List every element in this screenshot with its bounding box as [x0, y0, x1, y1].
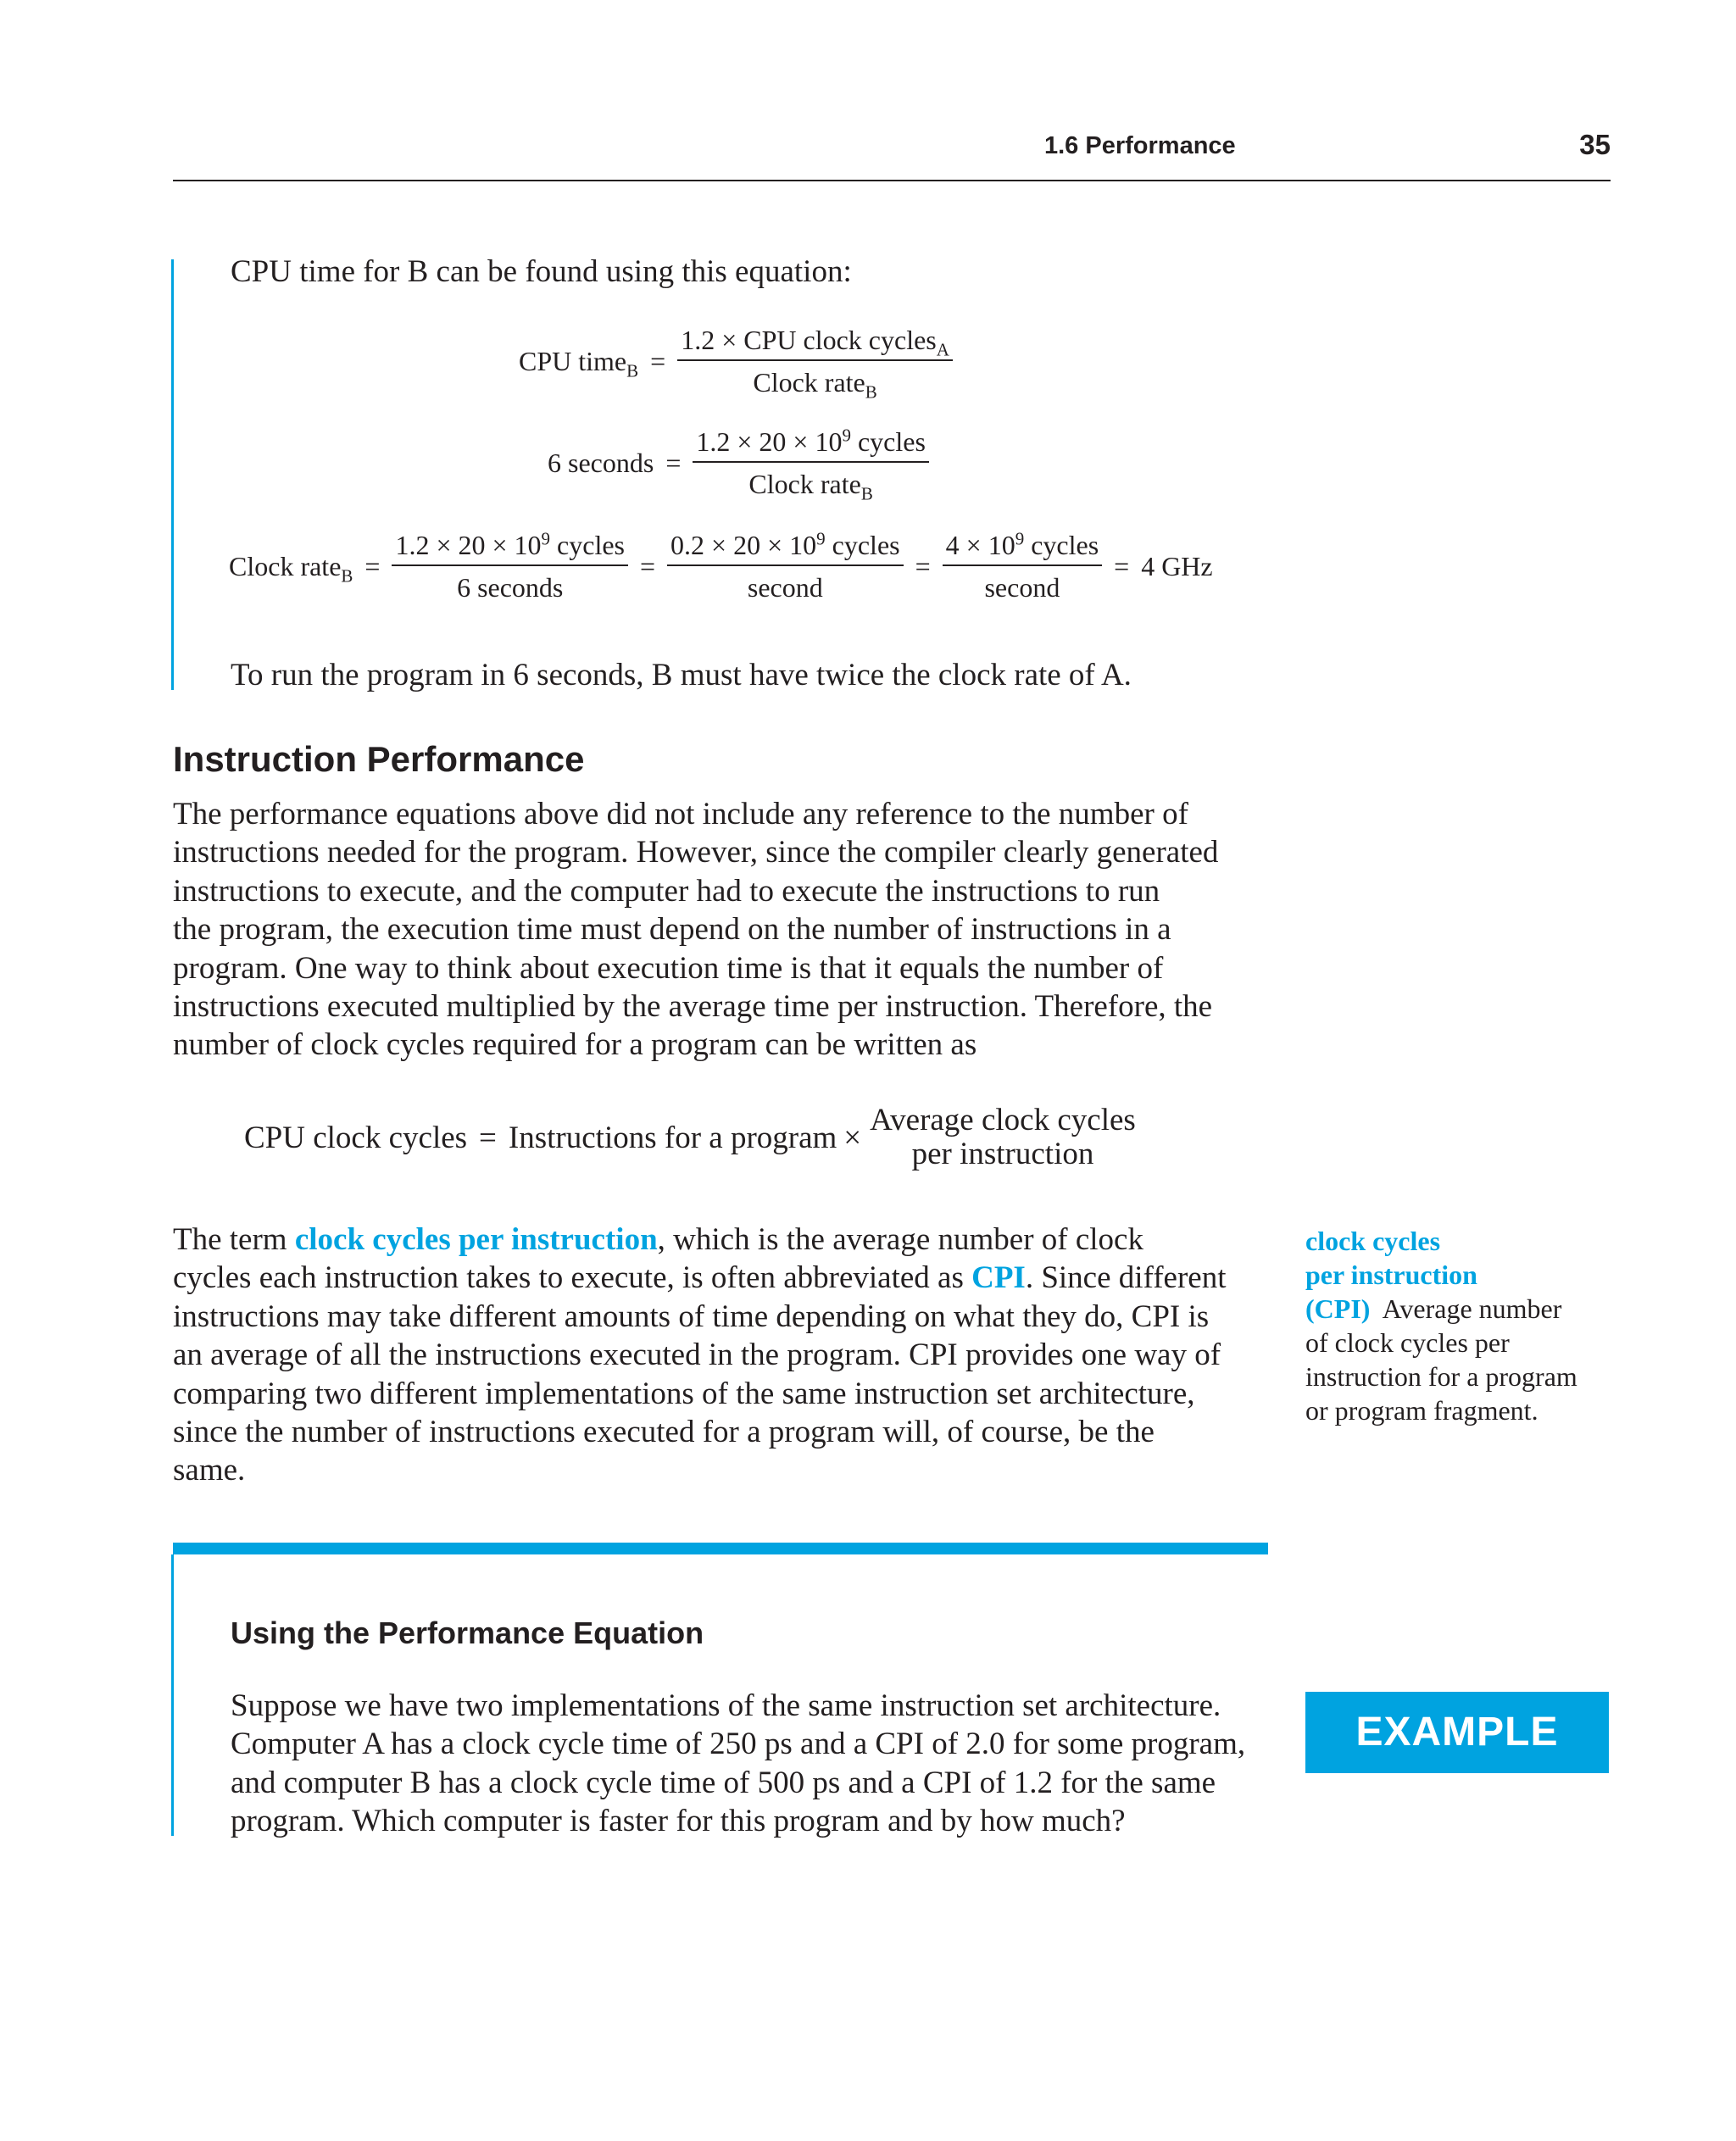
- paragraph-line: The term clock cycles per instruction, which is the average number of clock: [173, 1222, 1143, 1257]
- eq2-lhs: 6 seconds: [548, 447, 654, 478]
- key-term-cpi: CPI: [971, 1260, 1026, 1296]
- eq1-lhs: CPU time$_B$: [519, 345, 639, 381]
- eq3-f1-numerator: $1.2 \times 20 \times 10^9$ cycles: [392, 529, 628, 566]
- equals-sign: =: [650, 345, 666, 376]
- paragraph-line: Computer A has a clock cycle time of 250 ps and a CPI of 2.0 for some program,: [231, 1727, 1246, 1762]
- equals-sign: =: [479, 1120, 497, 1155]
- paragraph-line: same.: [173, 1453, 246, 1488]
- sidebar-term-line: clock cycles: [1305, 1226, 1441, 1256]
- eq1-denominator: Clock rate$_B$: [753, 367, 877, 403]
- eq1-numerator: 1.2 × CPU clock cycles$_A$: [677, 324, 953, 361]
- paragraph-line: the program, the execution time must depend on the number of instructions in a: [173, 912, 1171, 948]
- paragraph-line: program. Which computer is faster for this program and by how much?: [231, 1804, 1126, 1839]
- section-heading: Instruction Performance: [173, 739, 585, 779]
- eq3-fraction-1: [392, 529, 628, 603]
- paragraph-line: instructions executed multiplied by the average time per instruction. Therefore, the: [173, 989, 1213, 1025]
- paragraph-line: cycles each instruction takes to execute, is often abbreviated as CPI. Since different: [173, 1260, 1227, 1296]
- eq3-fraction-2: [667, 529, 904, 603]
- paragraph-line: The performance equations above did not include any reference to the number of: [173, 797, 1188, 831]
- cpi-paragraph: [173, 1221, 1268, 1490]
- paragraph-line: program. One way to think about execution time is that it equals the number of: [173, 950, 1164, 986]
- equals-sign: =: [915, 550, 931, 581]
- paragraph-line: instructions to execute, and the computer had to execute the instructions to run: [173, 873, 1160, 909]
- sidebar-glossary-term: [1305, 1224, 1619, 1427]
- times-sign: ×: [843, 1120, 862, 1155]
- paragraph-line: comparing two different implementations of the same instruction set architecture,: [173, 1376, 1195, 1411]
- example-accent-bar: [171, 1554, 174, 1836]
- paragraph-line: instructions may take different amounts of time depending on what they do, CPI is: [173, 1299, 1210, 1334]
- paragraph-line: instructions needed for the program. However, since the compiler clearly generated: [173, 835, 1219, 870]
- example-top-band: [173, 1543, 1268, 1554]
- sidebar-definition-line: or program fragment.: [1305, 1395, 1538, 1426]
- equation-clock-rate-b: [229, 529, 1213, 603]
- equation-six-seconds: [548, 425, 929, 504]
- conclusion-line: To run the program in 6 seconds, B must have twice the clock rate of A.: [231, 658, 1132, 692]
- cpu-eq-term2-line1: Average clock cycles: [870, 1103, 1136, 1137]
- sidebar-definition-start: (CPI) Average number: [1305, 1293, 1562, 1324]
- cpu-eq-term1: Instructions for a program: [508, 1120, 837, 1155]
- instruction-performance-paragraph: [173, 795, 1268, 1065]
- eq3-f1-denominator: 6 seconds: [457, 572, 564, 603]
- eq3-f3-numerator: $4 \times 10^9$ cycles: [943, 529, 1103, 566]
- eq2-numerator: $1.2 \times 20 \times 10^9$ cycles: [693, 425, 929, 463]
- eq3-result: 4 GHz: [1141, 550, 1213, 581]
- eq3-f3-denominator: second: [984, 572, 1060, 603]
- eq2-denominator: Clock rate$_B$: [748, 469, 873, 504]
- cpu-eq-lhs: CPU clock cycles: [244, 1120, 468, 1155]
- eq3-f2-denominator: second: [747, 572, 823, 603]
- intro-line: CPU time for B can be found using this equation:: [231, 254, 852, 289]
- paragraph-line: an average of all the instructions executed in the program. CPI provides one way of: [173, 1337, 1221, 1373]
- equals-sign: =: [640, 550, 656, 581]
- eq2-fraction: [693, 425, 929, 504]
- header-rule: [173, 180, 1611, 181]
- example-label: EXAMPLE: [1305, 1692, 1609, 1773]
- equation-cpu-time-b: [519, 324, 953, 403]
- example-title: Using the Performance Equation: [231, 1615, 704, 1650]
- key-term-cpi-full: clock cycles per instruction: [294, 1222, 658, 1257]
- paragraph-line: and computer B has a clock cycle time of 500 ps and a CPI of 1.2 for the same: [231, 1765, 1216, 1800]
- example-question: [231, 1687, 1268, 1841]
- cpu-clock-cycles-equation: [244, 1104, 1136, 1171]
- cpu-eq-term2-line2: per instruction: [911, 1137, 1094, 1171]
- page-number: 35: [1579, 129, 1611, 160]
- paragraph-line: Suppose we have two implementations of the same instruction set architecture.: [231, 1688, 1221, 1723]
- sidebar-definition-line: instruction for a program: [1305, 1361, 1577, 1392]
- eq3-f2-numerator: $0.2 \times 20 \times 10^9$ cycles: [667, 529, 904, 566]
- cpu-eq-term2: [870, 1104, 1136, 1171]
- running-header-section: 1.6 Performance: [1044, 132, 1236, 159]
- sidebar-definition-line: of clock cycles per: [1305, 1327, 1510, 1358]
- equals-sign: =: [1114, 550, 1130, 581]
- worked-answer-accent-bar: [171, 259, 174, 690]
- equals-sign: =: [665, 447, 682, 478]
- eq1-fraction: [677, 324, 953, 403]
- paragraph-line: since the number of instructions executed for a program will, of course, be the: [173, 1415, 1155, 1450]
- equals-sign: =: [364, 550, 381, 581]
- eq3-fraction-3: [943, 529, 1103, 603]
- paragraph-line: number of clock cycles required for a program can be written as: [173, 1027, 977, 1063]
- eq3-lhs: Clock rate$_B$: [229, 550, 353, 586]
- sidebar-term-line: per instruction: [1305, 1260, 1477, 1290]
